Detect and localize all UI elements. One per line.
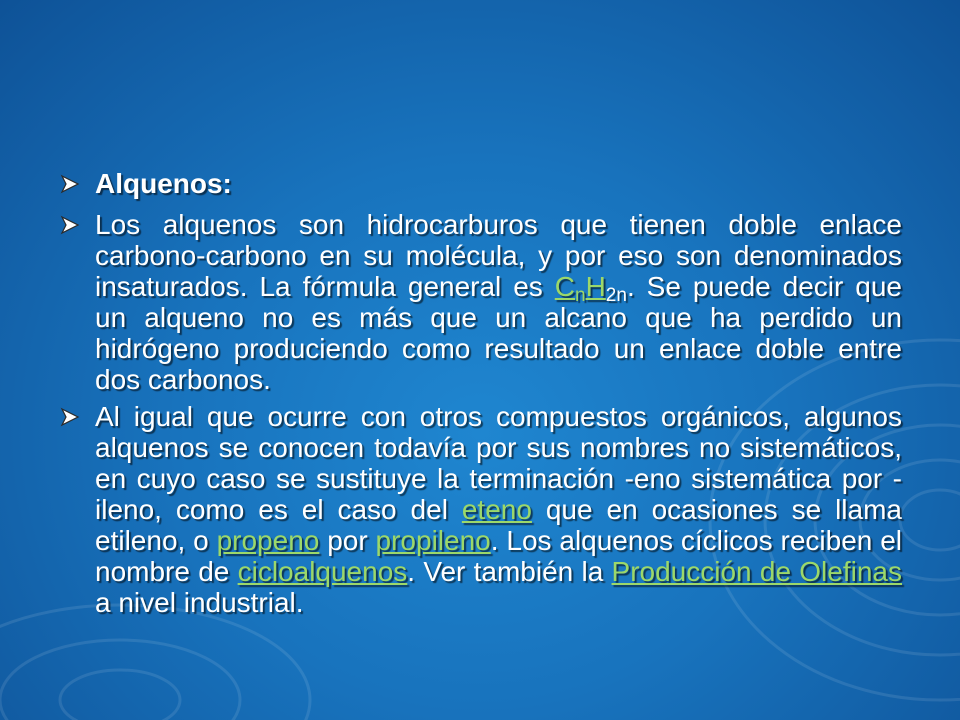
nomenclature-text-3: por [319,525,376,556]
bullet-definition [60,209,902,395]
nomenclature-text-1: Al igual que ocurre con otros compuestos orgánicos, algunos alquenos se conocen todavía por sus nombres no sistemáticos, en cuyo caso se sustituye la terminación -eno sistemática por -ileno, como es el caso del [95,401,902,525]
arrow-bullet-icon [60,407,80,427]
nomenclature-text-2: que en ocasiones se llama etileno, o [95,494,902,556]
definition-text-2: . Se puede decir que un alqueno no es más que un alcano que ha perdido un hidrógeno produciendo como resultado un enlace doble entre dos carbonos. [95,271,903,395]
arrow-bullet-icon [60,215,80,235]
definition-text-1: Los alquenos son hidrocarburos que tienen doble enlace carbono-carbono en su molécula, y por eso son denominados insaturados. La fórmula general es [95,209,902,302]
arrow-bullet-icon [60,174,80,194]
bullet-heading [60,168,902,199]
formula-n-subscript[interactable]: n [574,285,586,306]
propileno-link[interactable]: propileno [375,525,491,556]
bullet-nomenclature [60,401,902,618]
formula-c[interactable]: C [554,271,575,302]
slide-content [60,168,902,624]
nomenclature-text-6: a nivel industrial. [95,587,304,618]
produccion-olefinas-link[interactable]: Producción de Olefinas [611,556,902,587]
propeno-link[interactable]: propeno [216,525,320,556]
heading-text: Alquenos: [95,168,232,199]
formula-h[interactable]: H [585,271,606,302]
formula-link[interactable] [554,271,606,306]
nomenclature-text-4: . Los alquenos cíclicos reciben el nombre de [95,525,903,587]
nomenclature-text-5: . Ver también la [407,556,612,587]
cicloalquenos-link[interactable]: cicloalquenos [237,556,408,587]
formula-2n-subscript: 2n [605,285,627,306]
eteno-link[interactable]: eteno [461,494,532,525]
